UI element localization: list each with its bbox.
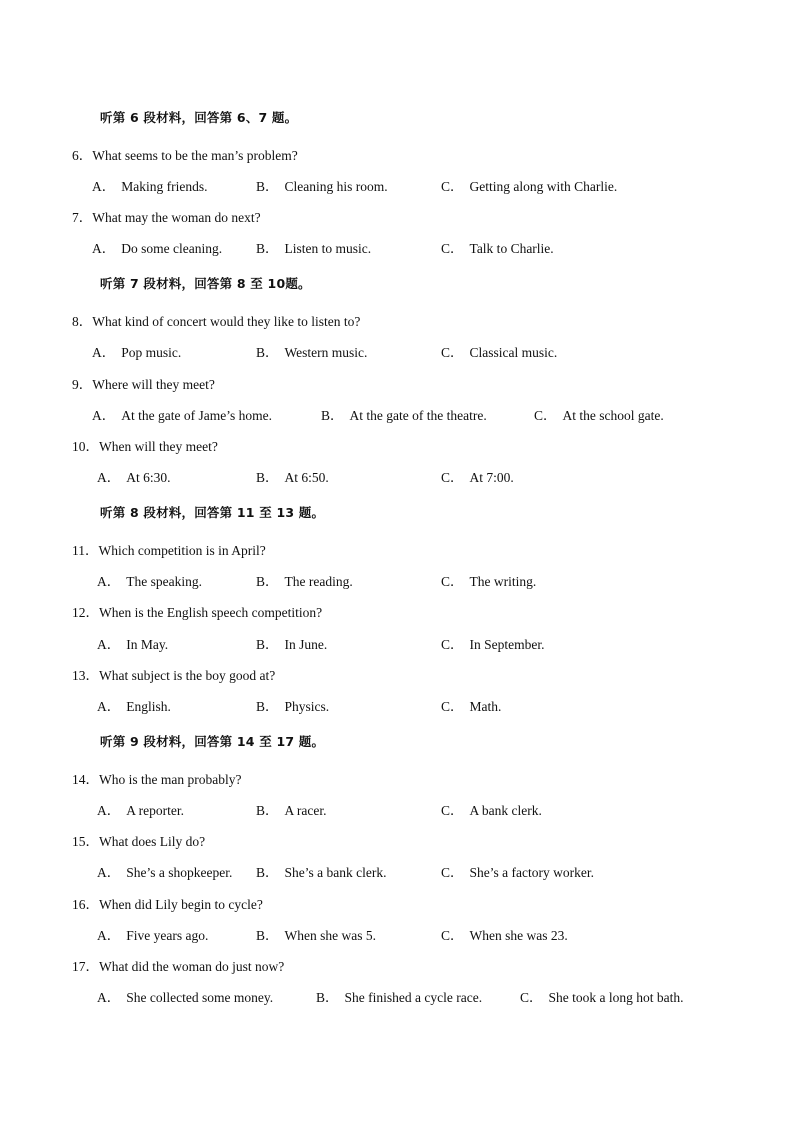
option-text: A racer. [284,803,327,818]
option-text: When she was 5. [284,928,376,943]
option-letter: B． [316,990,339,1005]
option-b [256,341,367,361]
option-text: In September. [469,637,545,652]
option-text: At the school gate. [562,408,664,423]
option-b [256,175,388,195]
option-a [97,695,171,715]
question-stem: 14．Who is the man probably? [72,772,242,787]
option-text: She finished a cycle race. [344,990,483,1005]
option-c [441,861,594,881]
option-text: The speaking. [126,574,202,589]
question-stem: 6．What seems to be the man’s problem? [72,148,298,163]
option-b [256,466,329,486]
option-letter: A． [97,470,121,485]
option-a [97,633,168,653]
option-c [534,404,664,424]
option-letter: C． [534,408,557,423]
option-text: At 6:30. [126,470,171,485]
option-text: In May. [126,637,169,652]
option-text: At the gate of Jame’s home. [121,408,272,423]
option-letter: B． [256,241,279,256]
option-letter: C． [441,637,464,652]
option-text: She’s a factory worker. [469,865,594,880]
option-letter: B． [256,179,279,194]
option-a [92,341,181,361]
option-b [256,237,371,257]
option-letter: C． [441,345,464,360]
question-stem: 10．When will they meet? [72,439,218,454]
option-text: Listen to music. [284,241,372,256]
option-text: In June. [284,637,328,652]
option-text: A reporter. [126,803,184,818]
option-b [256,695,329,715]
option-letter: C． [441,699,464,714]
option-c [441,695,501,715]
question-stem: 12．When is the English speech competition? [72,605,323,620]
option-a [92,404,272,424]
option-text: She’s a shopkeeper. [126,865,233,880]
option-letter: B． [256,637,279,652]
option-letter: C． [441,865,464,880]
option-letter: C． [441,928,464,943]
option-c [441,341,557,361]
option-letter: C． [441,574,464,589]
question-stem: 7．What may the woman do next? [72,210,261,225]
option-a [97,924,208,944]
option-b [256,861,386,881]
option-text: Making friends. [121,179,208,194]
option-letter: C． [441,803,464,818]
option-letter: C． [441,241,464,256]
option-b [316,986,482,1006]
option-letter: A． [97,928,121,943]
option-letter: C． [520,990,543,1005]
option-text: Five years ago. [126,928,209,943]
option-c [441,175,617,195]
option-letter: B． [256,345,279,360]
option-text: Talk to Charlie. [469,241,554,256]
option-text: Western music. [284,345,368,360]
option-text: Getting along with Charlie. [469,179,618,194]
option-a [92,237,222,257]
option-a [92,175,207,195]
option-text: Pop music. [121,345,182,360]
option-text: Cleaning his room. [284,179,388,194]
option-letter: A． [97,803,121,818]
option-b [256,924,376,944]
option-letter: B． [256,865,279,880]
option-letter: A． [97,865,121,880]
option-letter: B． [256,928,279,943]
option-text: She’s a bank clerk. [284,865,387,880]
option-b [256,570,353,590]
option-b [321,404,487,424]
option-a [97,986,273,1006]
section-heading: 听第 8 段材料，回答第 11 至 13 题。 [100,505,325,520]
option-letter: A． [97,637,121,652]
section-heading: 听第 9 段材料，回答第 14 至 17 题。 [100,734,325,749]
option-letter: A． [97,699,121,714]
option-letter: A． [97,574,121,589]
option-text: A bank clerk. [469,803,542,818]
option-letter: B． [256,803,279,818]
option-text: At 7:00. [469,470,514,485]
option-a [97,466,171,486]
option-text: The reading. [284,574,353,589]
option-letter: A． [92,179,116,194]
option-c [441,799,542,819]
option-c [441,237,554,257]
option-c [441,924,568,944]
question-stem: 9．Where will they meet? [72,377,215,392]
option-text: Physics. [284,699,330,714]
section-heading: 听第 7 段材料，回答第 8 至 10题。 [100,276,311,291]
question-stem: 15．What does Lily do? [72,834,206,849]
option-text: Classical music. [469,345,558,360]
option-text: At 6:50. [284,470,329,485]
option-c [441,466,514,486]
question-stem: 13．What subject is the boy good at? [72,668,276,683]
option-letter: B． [256,699,279,714]
question-stem: 17．What did the woman do just now? [72,959,285,974]
option-c [520,986,684,1006]
question-stem: 8．What kind of concert would they like to listen to? [72,314,361,329]
option-letter: A． [92,408,116,423]
option-b [256,633,327,653]
option-letter: A． [92,345,116,360]
option-b [256,799,327,819]
option-letter: B． [256,574,279,589]
question-stem: 16．When did Lily begin to cycle? [72,897,263,912]
option-c [441,633,545,653]
option-text: The writing. [469,574,537,589]
question-stem: 11．Which competition is in April? [72,543,266,558]
option-letter: B． [256,470,279,485]
option-text: Do some cleaning. [121,241,223,256]
option-letter: A． [92,241,116,256]
option-letter: C． [441,470,464,485]
option-text: At the gate of the theatre. [349,408,487,423]
option-text: When she was 23. [469,928,568,943]
option-text: English. [126,699,171,714]
option-a [97,861,232,881]
option-letter: C． [441,179,464,194]
option-a [97,570,202,590]
option-text: She collected some money. [126,990,274,1005]
option-letter: B． [321,408,344,423]
option-text: Math. [469,699,502,714]
option-letter: A． [97,990,121,1005]
option-a [97,799,184,819]
option-c [441,570,536,590]
option-text: She took a long hot bath. [548,990,684,1005]
section-heading: 听第 6 段材料，回答第 6、7 题。 [100,110,298,125]
